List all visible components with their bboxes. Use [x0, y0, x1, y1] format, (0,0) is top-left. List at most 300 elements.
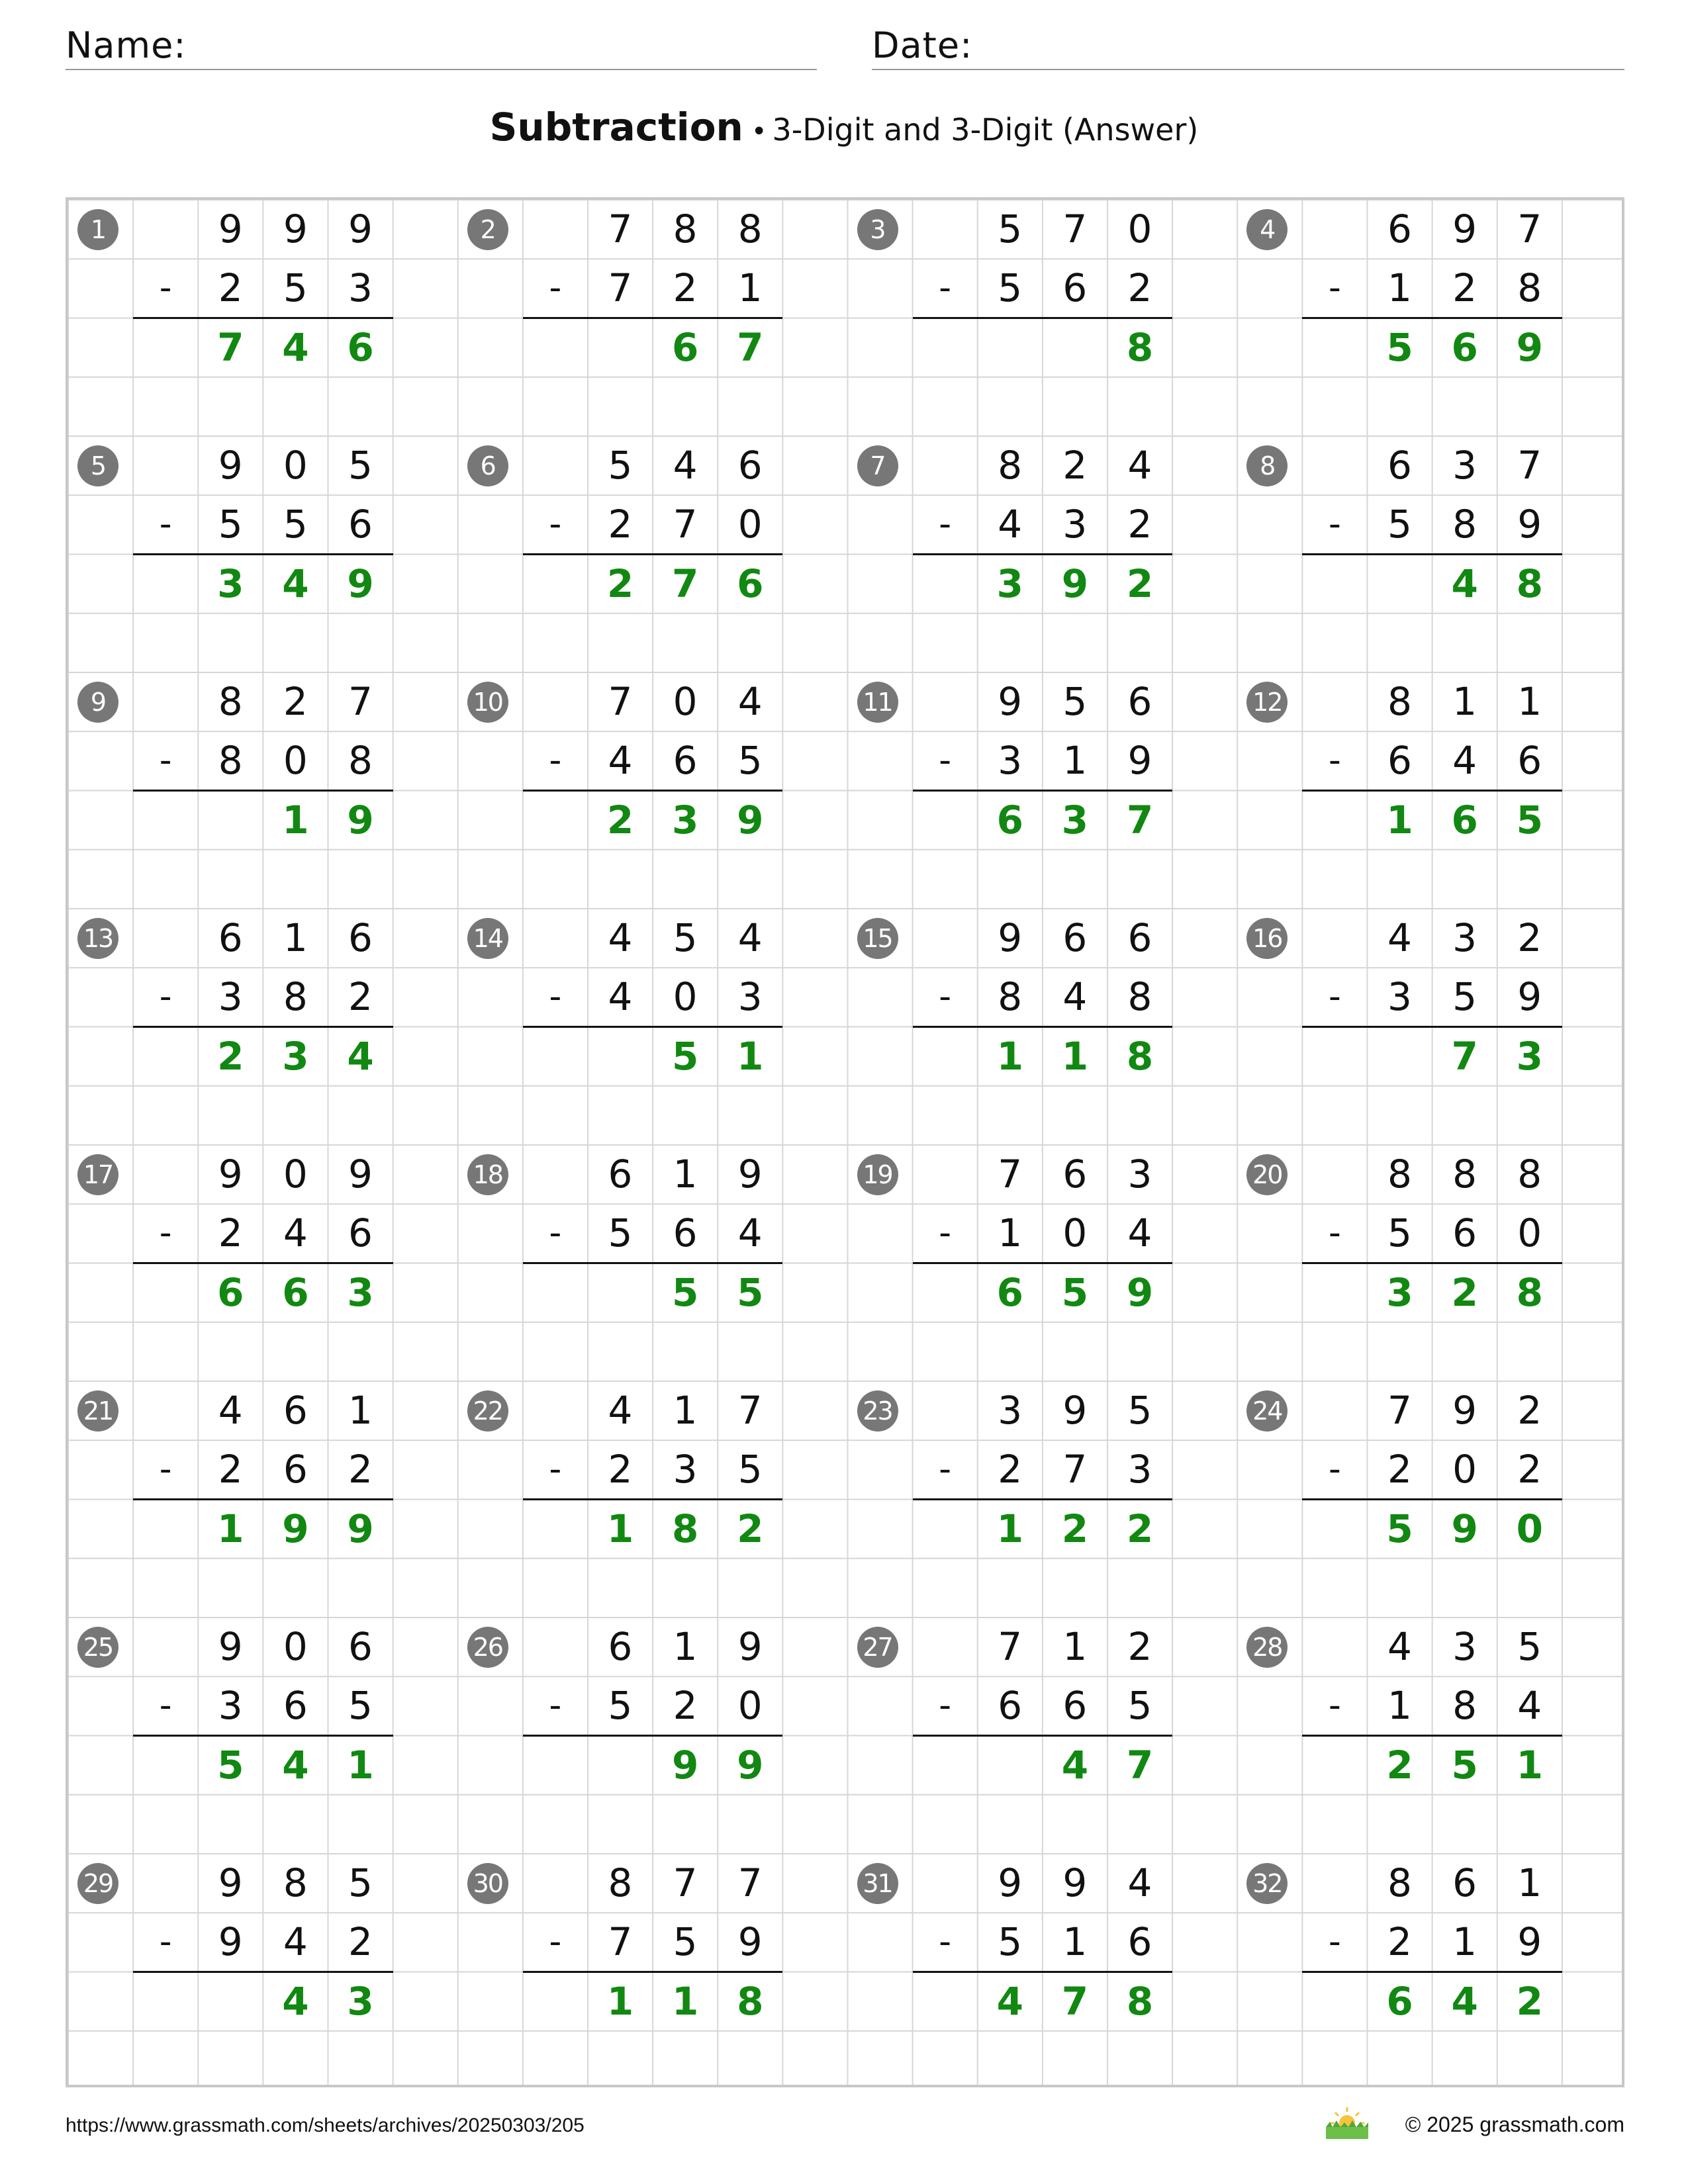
subtrahend-digit: 0: [1452, 1447, 1477, 1492]
subtrahend-digit: 1: [1387, 265, 1412, 311]
answer-digit: 4: [282, 1978, 309, 2024]
subtrahend-digit: 9: [1127, 738, 1152, 784]
subtrahend-digit: 2: [348, 1919, 373, 1965]
problem-16: [1237, 909, 1627, 1145]
minuend-digit: 7: [998, 1624, 1023, 1669]
answer-digit: 5: [1516, 797, 1543, 842]
subtrahend-digit: 2: [673, 1683, 698, 1729]
subtrahend-digit: 4: [998, 502, 1023, 547]
minuend-digit: 3: [1452, 1624, 1477, 1669]
subtrahend-digit: 5: [1387, 1210, 1412, 1256]
answer-digit: 2: [1126, 561, 1154, 606]
problem-number-badge: 12: [1246, 682, 1288, 723]
answer-digit: 0: [1516, 1506, 1543, 1551]
minus-sign: -: [159, 741, 172, 781]
minus-sign: -: [939, 741, 951, 781]
minus-sign: -: [939, 977, 951, 1017]
answer-digit: 8: [671, 1506, 699, 1551]
subtrahend-digit: 7: [608, 265, 633, 311]
problem-number-badge: 6: [467, 445, 508, 486]
problem-15: [848, 909, 1238, 1145]
subtrahend-digit: 0: [737, 1683, 763, 1729]
subtrahend-digit: 2: [1517, 1447, 1542, 1492]
problem-number-badge: 26: [467, 1627, 508, 1668]
subtrahend-digit: 2: [1387, 1447, 1412, 1492]
problem-number-badge: 27: [857, 1627, 898, 1668]
problem-7: [848, 436, 1238, 672]
problem-1: [68, 200, 458, 436]
answer-digit: 1: [996, 1033, 1023, 1079]
answer-digit: 5: [737, 1269, 764, 1315]
minus-sign: -: [939, 1449, 951, 1490]
subtrahend-digit: 6: [1387, 738, 1412, 784]
problem-number-badge: 18: [467, 1154, 508, 1195]
minuend-digit: 5: [1062, 679, 1088, 724]
subtrahend-digit: 5: [348, 1683, 373, 1729]
subtrahend-digit: 4: [608, 974, 633, 1020]
subtrahend-digit: 4: [283, 1210, 308, 1256]
minuend-digit: 2: [1127, 1624, 1152, 1669]
problem-number-badge: 14: [467, 918, 508, 959]
answer-digit: 6: [1386, 1978, 1413, 2024]
problem-number-badge: 25: [77, 1627, 118, 1668]
problem-21: [68, 1381, 458, 1617]
answer-digit: 9: [347, 797, 374, 842]
minus-sign: -: [939, 1213, 951, 1253]
minuend-digit: 4: [1127, 443, 1152, 488]
subtrahend-digit: 7: [1062, 1447, 1088, 1492]
minuend-digit: 1: [1517, 679, 1542, 724]
answer-digit: 1: [347, 1742, 374, 1788]
subtrahend-digit: 0: [737, 502, 763, 547]
answer-digit: 4: [1061, 1742, 1089, 1788]
subtrahend-digit: 9: [1517, 502, 1542, 547]
problem-number-badge: 9: [77, 682, 118, 723]
answer-digit: 9: [1061, 561, 1089, 606]
subtrahend-digit: 2: [218, 1447, 243, 1492]
subtrahend-digit: 1: [1387, 1683, 1412, 1729]
footer-copyright: © 2025 grassmath.com: [1405, 2113, 1624, 2136]
problem-11: [848, 672, 1238, 909]
answer-digit: 1: [1516, 1742, 1543, 1788]
problem-18: [458, 1145, 848, 1381]
subtrahend-digit: 6: [673, 1210, 698, 1256]
minuend-digit: 8: [1387, 1860, 1412, 1905]
minuend-digit: 1: [283, 915, 308, 960]
subtrahend-digit: 5: [1452, 974, 1477, 1020]
subtrahend-digit: 8: [348, 738, 373, 784]
minuend-digit: 0: [1127, 206, 1152, 251]
minuend-digit: 7: [673, 1860, 698, 1905]
subtrahend-digit: 4: [608, 738, 633, 784]
answer-digit: 1: [282, 797, 309, 842]
minuend-digit: 6: [1452, 1860, 1477, 1905]
subtrahend-digit: 0: [673, 974, 698, 1020]
minuend-digit: 6: [348, 1624, 373, 1669]
answer-digit: 4: [347, 1033, 374, 1079]
minuend-digit: 1: [1517, 1860, 1542, 1905]
minuend-digit: 5: [348, 443, 373, 488]
subtrahend-digit: 0: [1062, 1210, 1088, 1256]
subtrahend-digit: 8: [1452, 502, 1477, 547]
subtrahend-digit: 2: [348, 1447, 373, 1492]
minuend-digit: 7: [608, 679, 633, 724]
subtrahend-digit: 1: [737, 265, 763, 311]
answer-digit: 8: [1516, 561, 1543, 606]
problem-30: [458, 1854, 848, 2090]
minuend-digit: 0: [283, 1624, 308, 1669]
minuend-digit: 3: [1452, 443, 1477, 488]
answer-digit: 5: [1386, 1506, 1413, 1551]
minuend-digit: 7: [608, 206, 633, 251]
minus-sign: -: [549, 1686, 562, 1726]
minuend-digit: 9: [348, 1152, 373, 1197]
answer-digit: 5: [1386, 324, 1413, 370]
subtrahend-digit: 5: [283, 265, 308, 311]
subtrahend-digit: 8: [218, 738, 243, 784]
subtrahend-digit: 9: [1517, 974, 1542, 1020]
problem-number-badge: 4: [1246, 209, 1288, 250]
subtrahend-digit: 8: [283, 974, 308, 1020]
minuend-digit: 9: [348, 206, 373, 251]
minuend-digit: 9: [218, 1152, 243, 1197]
problem-number-badge: 23: [857, 1390, 898, 1432]
subtrahend-digit: 2: [1127, 265, 1152, 311]
problem-28: [1237, 1617, 1627, 1854]
subtrahend-digit: 5: [998, 1919, 1023, 1965]
minuend-digit: 7: [1517, 443, 1542, 488]
grass-sun-logo-icon: [1323, 2105, 1371, 2142]
problem-6: [458, 436, 848, 672]
minus-sign: -: [939, 504, 951, 545]
minus-sign: -: [159, 268, 172, 308]
answer-digit: 6: [1451, 324, 1478, 370]
answer-digit: 7: [671, 561, 699, 606]
minuend-digit: 1: [673, 1624, 698, 1669]
subtrahend-digit: 2: [348, 974, 373, 1020]
answer-digit: 8: [1516, 1269, 1543, 1315]
minuend-digit: 2: [283, 679, 308, 724]
minus-sign: -: [939, 268, 951, 308]
answer-digit: 2: [606, 797, 634, 842]
name-field[interactable]: [66, 23, 817, 70]
minus-sign: -: [549, 977, 562, 1017]
minuend-digit: 8: [737, 206, 763, 251]
minuend-digit: 8: [998, 443, 1023, 488]
minus-sign: -: [549, 1213, 562, 1253]
minuend-digit: 9: [1452, 1388, 1477, 1433]
minus-sign: -: [1328, 1449, 1341, 1490]
minuend-digit: 7: [1062, 206, 1088, 251]
minuend-digit: 6: [1127, 915, 1152, 960]
minuend-digit: 9: [998, 1860, 1023, 1905]
minuend-digit: 1: [673, 1388, 698, 1433]
minuend-digit: 6: [1387, 206, 1412, 251]
minuend-digit: 1: [1452, 679, 1477, 724]
subtrahend-digit: 5: [608, 1210, 633, 1256]
minuend-digit: 1: [348, 1388, 373, 1433]
minuend-digit: 0: [673, 679, 698, 724]
minuend-digit: 8: [608, 1860, 633, 1905]
answer-digit: 9: [671, 1742, 699, 1788]
subtrahend-digit: 2: [608, 1447, 633, 1492]
minuend-digit: 9: [218, 443, 243, 488]
problem-8: [1237, 436, 1627, 672]
subtrahend-digit: 2: [1127, 502, 1152, 547]
minuend-digit: 8: [1387, 679, 1412, 724]
problem-23: [848, 1381, 1238, 1617]
problem-number-badge: 17: [77, 1154, 118, 1195]
answer-digit: 7: [1126, 1742, 1154, 1788]
answer-digit: 2: [1516, 1978, 1543, 2024]
problem-number-badge: 22: [467, 1390, 508, 1432]
subtrahend-digit: 3: [998, 738, 1023, 784]
minuend-digit: 6: [218, 915, 243, 960]
title-subtitle: 3-Digit and 3-Digit (Answer): [772, 112, 1199, 148]
minus-sign: -: [549, 268, 562, 308]
answer-digit: 5: [217, 1742, 244, 1788]
answer-digit: 2: [606, 561, 634, 606]
answer-digit: 9: [347, 1506, 374, 1551]
minus-sign: -: [159, 1922, 172, 1962]
subtrahend-digit: 9: [1517, 1919, 1542, 1965]
problem-number-badge: 5: [77, 445, 118, 486]
minus-sign: -: [549, 1449, 562, 1490]
answer-digit: 3: [996, 561, 1023, 606]
answer-digit: 1: [217, 1506, 244, 1551]
problem-number-badge: 20: [1246, 1154, 1288, 1195]
minuend-digit: 3: [998, 1388, 1023, 1433]
minuend-digit: 4: [1387, 915, 1412, 960]
subtrahend-digit: 8: [998, 974, 1023, 1020]
answer-digit: 2: [737, 1506, 764, 1551]
answer-digit: 7: [737, 324, 764, 370]
answer-digit: 1: [996, 1506, 1023, 1551]
answer-digit: 2: [217, 1033, 244, 1079]
subtrahend-digit: 2: [998, 1447, 1023, 1492]
subtrahend-digit: 0: [1517, 1210, 1542, 1256]
minus-sign: -: [159, 504, 172, 545]
minuend-digit: 9: [737, 1624, 763, 1669]
subtrahend-digit: 9: [218, 1919, 243, 1965]
minuend-digit: 5: [998, 206, 1023, 251]
answer-digit: 6: [737, 561, 764, 606]
minuend-digit: 4: [608, 1388, 633, 1433]
subtrahend-digit: 3: [1387, 974, 1412, 1020]
subtrahend-digit: 2: [1387, 1919, 1412, 1965]
date-label: Date:: [872, 24, 973, 66]
answer-digit: 1: [606, 1506, 634, 1551]
subtrahend-digit: 2: [1452, 265, 1477, 311]
answer-digit: 9: [1126, 1269, 1154, 1315]
answer-digit: 9: [1451, 1506, 1478, 1551]
answer-digit: 7: [217, 324, 244, 370]
problem-20: [1237, 1145, 1627, 1381]
subtrahend-digit: 3: [1062, 502, 1088, 547]
subtrahend-digit: 1: [998, 1210, 1023, 1256]
subtrahend-digit: 8: [1452, 1683, 1477, 1729]
answer-digit: 5: [671, 1269, 699, 1315]
problem-2: [458, 200, 848, 436]
minuend-digit: 2: [1517, 915, 1542, 960]
answer-digit: 1: [606, 1978, 634, 2024]
minuend-digit: 2: [1517, 1388, 1542, 1433]
minuend-digit: 9: [998, 915, 1023, 960]
minuend-digit: 9: [737, 1152, 763, 1197]
answer-digit: 4: [282, 561, 309, 606]
subtrahend-digit: 5: [218, 502, 243, 547]
subtrahend-digit: 7: [673, 502, 698, 547]
problem-14: [458, 909, 848, 1145]
problem-4: [1237, 200, 1627, 436]
answer-digit: 3: [1386, 1269, 1413, 1315]
answer-digit: 3: [1516, 1033, 1543, 1079]
minuend-digit: 6: [737, 443, 763, 488]
problem-number-badge: 1: [77, 209, 118, 250]
answer-digit: 3: [347, 1269, 374, 1315]
answer-digit: 6: [282, 1269, 309, 1315]
minuend-digit: 2: [1062, 443, 1088, 488]
minus-sign: -: [549, 741, 562, 781]
subtrahend-digit: 6: [1452, 1210, 1477, 1256]
subtrahend-digit: 4: [283, 1919, 308, 1965]
subtrahend-digit: 4: [737, 1210, 763, 1256]
subtrahend-digit: 2: [673, 265, 698, 311]
answer-digit: 9: [282, 1506, 309, 1551]
answer-digit: 5: [1061, 1269, 1089, 1315]
answer-digit: 3: [282, 1033, 309, 1079]
problem-12: [1237, 672, 1627, 909]
subtrahend-digit: 1: [1062, 738, 1088, 784]
subtrahend-digit: 8: [1517, 265, 1542, 311]
minus-sign: -: [1328, 977, 1341, 1017]
answer-digit: 1: [1061, 1033, 1089, 1079]
subtrahend-digit: 3: [737, 974, 763, 1020]
answer-digit: 2: [1061, 1506, 1089, 1551]
subtrahend-digit: 4: [1062, 974, 1088, 1020]
problem-number-badge: 16: [1246, 918, 1288, 959]
problem-number-badge: 32: [1246, 1863, 1288, 1904]
minuend-digit: 5: [348, 1860, 373, 1905]
subtrahend-digit: 5: [737, 1447, 763, 1492]
problem-29: [68, 1854, 458, 2090]
problem-5: [68, 436, 458, 672]
minuend-digit: 8: [673, 206, 698, 251]
subtrahend-digit: 6: [283, 1447, 308, 1492]
subtrahend-digit: 9: [737, 1919, 763, 1965]
subtrahend-digit: 6: [1062, 1683, 1088, 1729]
problem-19: [848, 1145, 1238, 1381]
subtrahend-digit: 4: [1452, 738, 1477, 784]
answer-digit: 4: [1451, 561, 1478, 606]
minuend-digit: 6: [1062, 1152, 1088, 1197]
problem-number-badge: 3: [857, 209, 898, 250]
minus-sign: -: [1328, 504, 1341, 545]
problem-3: [848, 200, 1238, 436]
subtrahend-digit: 1: [1062, 1919, 1088, 1965]
answer-digit: 4: [282, 1742, 309, 1788]
subtrahend-digit: 3: [348, 265, 373, 311]
problem-number-badge: 31: [857, 1863, 898, 1904]
subtrahend-digit: 3: [218, 974, 243, 1020]
minuend-digit: 4: [737, 679, 763, 724]
minuend-digit: 6: [608, 1624, 633, 1669]
answer-digit: 6: [217, 1269, 244, 1315]
date-field[interactable]: [872, 23, 1624, 70]
name-label: Name:: [66, 24, 187, 66]
minuend-digit: 8: [1452, 1152, 1477, 1197]
subtrahend-digit: 6: [283, 1683, 308, 1729]
answer-digit: 8: [1126, 1033, 1154, 1079]
subtrahend-digit: 6: [348, 502, 373, 547]
minuend-digit: 1: [1062, 1624, 1088, 1669]
minuend-digit: 6: [1127, 679, 1152, 724]
problem-24: [1237, 1381, 1627, 1617]
minuend-digit: 0: [283, 443, 308, 488]
problem-number-badge: 8: [1246, 445, 1288, 486]
subtrahend-digit: 3: [1127, 1447, 1152, 1492]
answer-digit: 2: [1126, 1506, 1154, 1551]
problem-9: [68, 672, 458, 909]
answer-digit: 7: [1126, 797, 1154, 842]
subtrahend-digit: 7: [608, 1919, 633, 1965]
answer-digit: 6: [671, 324, 699, 370]
minus-sign: -: [1328, 741, 1341, 781]
problem-10: [458, 672, 848, 909]
minuend-digit: 4: [1387, 1624, 1412, 1669]
minus-sign: -: [159, 1213, 172, 1253]
problem-32: [1237, 1854, 1627, 2090]
minuend-digit: 9: [1062, 1860, 1088, 1905]
answer-digit: 3: [347, 1978, 374, 2024]
minus-sign: -: [549, 504, 562, 545]
minuend-digit: 7: [1387, 1388, 1412, 1433]
title-separator: •: [751, 116, 767, 147]
minus-sign: -: [1328, 268, 1341, 308]
minus-sign: -: [159, 977, 172, 1017]
title-main: Subtraction: [489, 105, 743, 150]
subtrahend-digit: 2: [218, 1210, 243, 1256]
subtrahend-digit: 6: [1517, 738, 1542, 784]
minuend-digit: 3: [1452, 915, 1477, 960]
answer-digit: 1: [671, 1978, 699, 2024]
subtrahend-digit: 6: [348, 1210, 373, 1256]
answer-digit: 9: [737, 1742, 764, 1788]
minus-sign: -: [939, 1922, 951, 1962]
subtrahend-digit: 4: [1127, 1210, 1152, 1256]
problem-25: [68, 1617, 458, 1854]
answer-digit: 9: [737, 797, 764, 842]
answer-digit: 6: [996, 797, 1023, 842]
minuend-digit: 9: [1062, 1388, 1088, 1433]
subtrahend-digit: 5: [608, 1683, 633, 1729]
minus-sign: -: [549, 1922, 562, 1962]
subtrahend-digit: 5: [1387, 502, 1412, 547]
minus-sign: -: [1328, 1213, 1341, 1253]
answer-digit: 4: [282, 324, 309, 370]
answer-digit: 9: [347, 561, 374, 606]
minuend-digit: 6: [1062, 915, 1088, 960]
subtrahend-digit: 5: [673, 1919, 698, 1965]
answer-digit: 3: [1061, 797, 1089, 842]
minuend-digit: 4: [737, 915, 763, 960]
minuend-digit: 9: [283, 206, 308, 251]
minuend-digit: 4: [673, 443, 698, 488]
minuend-digit: 8: [283, 1860, 308, 1905]
minuend-digit: 5: [1127, 1388, 1152, 1433]
answer-digit: 7: [1451, 1033, 1478, 1079]
subtrahend-digit: 5: [283, 502, 308, 547]
